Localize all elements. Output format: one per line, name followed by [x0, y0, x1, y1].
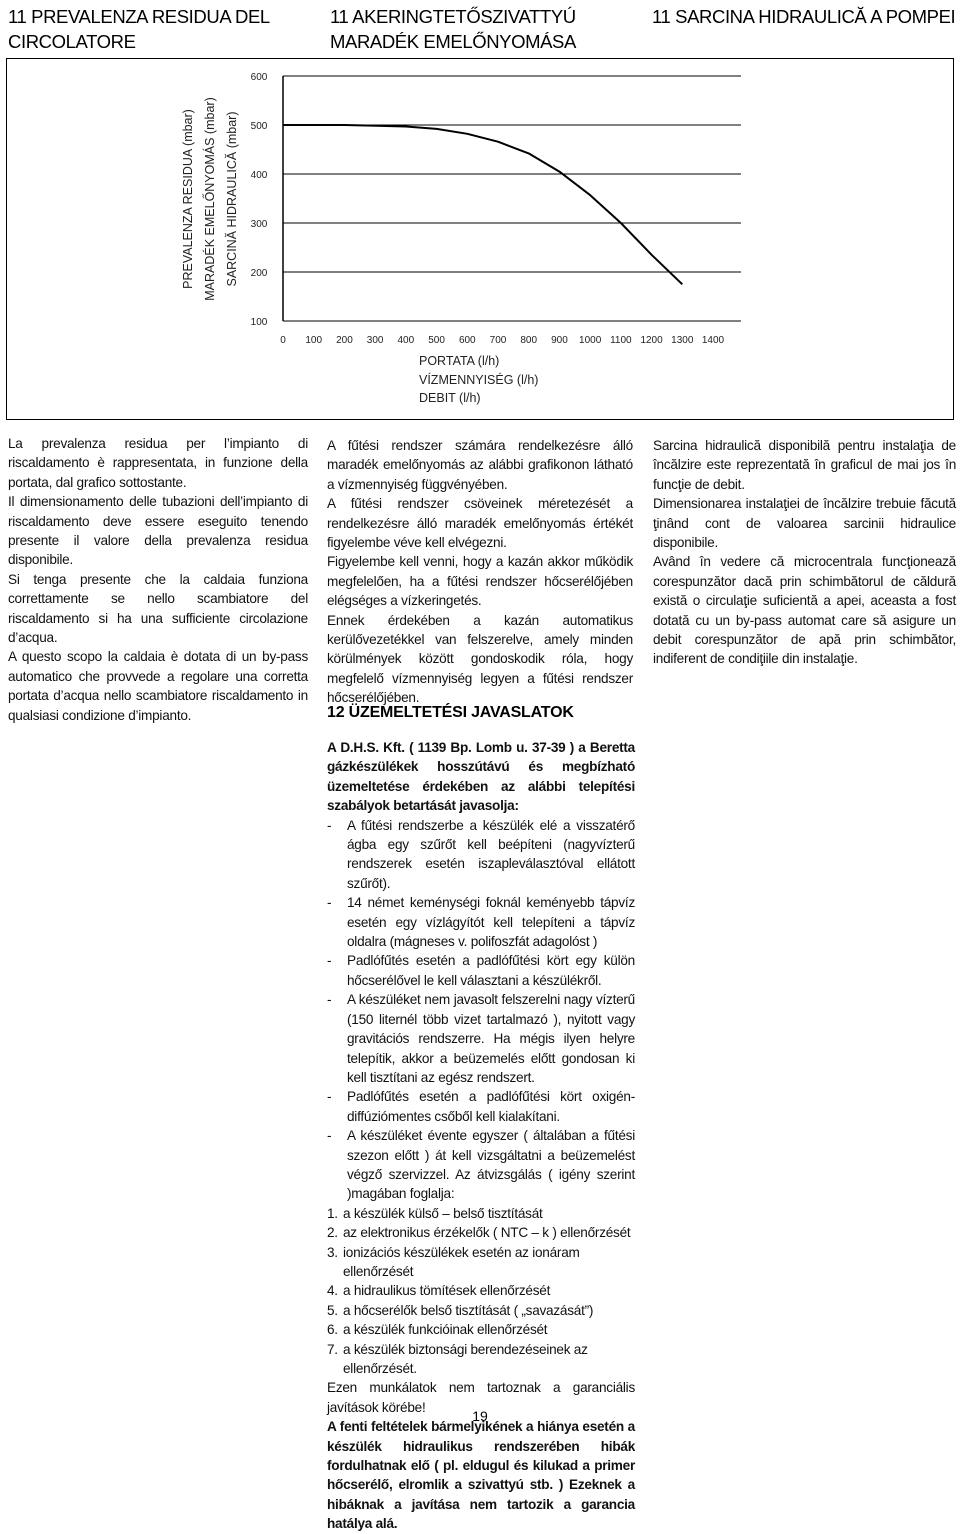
x-tick-label: 1000: [579, 335, 602, 346]
hu-paragraph: Figyelembe kell venni, hogy a kazán akkor működik megfelelően, ha a fűtési rendszer hőcserélőjében elégséges a vízkeringetés.: [327, 554, 633, 609]
numbered-item: [327, 1243, 635, 1282]
y-tick-label: 300: [250, 219, 268, 230]
y-axis-label: MARADÉK EMELŐNYOMÁS (mbar): [203, 97, 217, 301]
ro-paragraph: Având în vedere că microcentrala funcţionează corespunzător dacă prin schimbătorul de căldură există o circulaţie suficientă a apei, aceasta a fost dotată cu un by-pass automat care să asigure un debit corespunzător de apă prin schimbător, indiferent de condiţiile din instalaţie.: [653, 554, 956, 667]
x-tick-label: 1100: [610, 335, 632, 346]
numbered-item: [327, 1320, 635, 1339]
pump-head-chart: [7, 59, 953, 419]
item-text: a hidraulikus tömítések ellenőrzését: [343, 1283, 551, 1299]
x-tick-label: 1300: [671, 335, 694, 346]
page-number: 19: [472, 1408, 488, 1424]
item-number: 3.: [327, 1244, 338, 1260]
numbered-item: [327, 1301, 635, 1320]
list-dash: -: [327, 992, 332, 1008]
ro-paragraph: Sarcina hidraulică disponibilă pentru instalaţia de încălzire este reprezentată în graficul de mai jos în funcţie de debit.: [653, 438, 956, 492]
x-axis-label: DEBIT (l/h): [419, 391, 481, 405]
x-tick-label: 200: [336, 335, 353, 346]
list-item: [327, 1087, 635, 1126]
x-tick-label: 900: [551, 335, 568, 346]
y-tick-label: 400: [250, 170, 268, 181]
header-italian: 11 PREVALENZA RESIDUA DEL CIRCOLATORE: [8, 6, 270, 52]
maintenance-intro: A D.H.S. Kft. ( 1139 Bp. Lomb u. 37-39 ) a Beretta gázkészülékek hosszútávú és megbízható üzemeltetése érdekében az alábbi telepítési szabályok betartását javasolja:: [327, 740, 635, 814]
item-text: az elektronikus érzékelők ( NTC – k ) ellenőrzését: [343, 1225, 631, 1241]
item-number: 5.: [327, 1302, 338, 1318]
list-dash: -: [327, 1089, 332, 1105]
hu-paragraph: A fűtési rendszer csöveinek méretezését a rendelkezésre álló maradék emelőnyomás értékét figyelembe véve kell elvégezni.: [327, 496, 633, 551]
list-dash: -: [327, 895, 332, 911]
y-axis-label: SARCINĂ HIDRAULICĂ (mbar): [225, 111, 239, 287]
numbered-item: [327, 1281, 635, 1300]
hu-paragraph: A fűtési rendszer számára rendelkezésre álló maradék emelőnyomás az alábbi grafikonon látható a vízmennyiség függvényében.: [327, 438, 633, 492]
warranty-warning: A fenti feltételek bármelyikének a hiánya esetén a készülék hidraulikus rendszerében hibák fordulhatnak elő ( pl. eldugul és kilukad a primer hőcserélő, elromlik a szivattyú stb. ) Ezeknek a hibáknak a javítása nem tartozik a garancia hatálya alá.: [327, 1419, 635, 1532]
x-tick-label: 300: [366, 335, 384, 346]
x-tick-label: 500: [428, 335, 445, 346]
ro-paragraph: Dimensionarea instalaţiei de încălzire trebuie făcută ţinând cont de valoarea sarcinii hidraulice disponibile.: [653, 496, 956, 551]
numbered-item: [327, 1223, 635, 1242]
x-tick-label: 1200: [640, 335, 663, 346]
item-text: a készülék külső – belső tisztítását: [343, 1205, 543, 1221]
y-tick-label: 600: [250, 72, 268, 83]
header-romanian: 11 SARCINA HIDRAULICĂ A POMPEI: [652, 6, 956, 27]
numbered-item: [327, 1340, 635, 1379]
list-item: [327, 893, 635, 951]
it-paragraph: Il dimensionamento delle tubazioni dell’impianto di riscaldamento deve essere eseguito tenendo presente il valore della prevalenza residua disponibile.: [8, 494, 308, 568]
x-tick-label: 400: [397, 335, 415, 346]
pump-head-curve: [283, 125, 682, 284]
x-tick-label: 600: [458, 335, 476, 346]
item-number: 4.: [327, 1283, 338, 1299]
it-paragraph: Si tenga presente che la caldaia funziona correttamente se nello scambiatore del riscaldamento si ha una sufficiente circolazione d’acqua.: [8, 571, 308, 646]
x-tick-label: 100: [305, 335, 323, 346]
x-axis-label: VÍZMENNYISÉG (l/h): [419, 373, 539, 387]
numbered-item: [327, 1204, 635, 1223]
list-item-text: Padlófűtés esetén a padlófűtési kört oxigén-diffúziómentes csőből kell kialakítani.: [347, 1089, 635, 1124]
list-item-text: A fűtési rendszerbe a készülék elé a visszatérő ágba egy szűrőt kell beépíteni (nagyvízterű rendszerek esetén iszapleválasztóval ellátott szűrőt).: [347, 817, 635, 891]
list-item: [327, 816, 635, 894]
list-item: [327, 1126, 635, 1204]
x-tick-label: 700: [489, 335, 507, 346]
y-tick-label: 200: [250, 268, 268, 279]
italian-text-column: [8, 434, 308, 725]
list-dash: -: [327, 1128, 332, 1144]
y-tick-label: 500: [250, 121, 268, 132]
list-dash: -: [327, 953, 332, 969]
item-number: 2.: [327, 1225, 338, 1241]
list-item: [327, 951, 635, 990]
header-hungarian: 11 AKERINGTETŐSZIVATTYÚ MARADÉK EMELŐNYOMÁSA: [330, 6, 576, 52]
list-dash: -: [327, 817, 332, 833]
item-text: a hőcserélők belső tisztítását ( „savazását”): [343, 1302, 594, 1318]
y-axis-label: PREVALENZA RESIDUA (mbar): [181, 109, 195, 289]
x-tick-label: 1400: [701, 335, 725, 346]
list-item: [327, 990, 635, 1087]
list-item-text: Padlófűtés esetén a padlófűtési kört egy külön hőcserélővel le kell választani a készülékről.: [347, 953, 635, 988]
item-number: 6.: [327, 1322, 338, 1338]
item-number: 7.: [327, 1341, 338, 1357]
x-tick-label: 0: [280, 335, 286, 346]
item-text: ionizációs készülékek esetén az ionáram ellenőrzését: [343, 1244, 580, 1279]
hungarian-text-column: [327, 436, 633, 708]
pump-head-chart-panel: [6, 58, 954, 420]
item-text: a készülék funkcióinak ellenőrzését: [343, 1322, 548, 1338]
x-axis-label: PORTATA (l/h): [419, 354, 500, 368]
y-tick-label: 100: [250, 317, 268, 328]
list-item-text: A készüléket nem javasolt felszerelni nagy vízterű (150 liternél több vizet tartalmazó ), nyitott vagy gravitációs rendszerre. Ha mégis ilyen helyre telepítik, akkor a beüzemelés előtt gondosan ki kell tisztítani az egész rendszert.: [347, 992, 635, 1085]
list-item-text: A készüléket évente egyszer ( általában a fűtési szezon előtt ) át kell vizsgáltatni a beüzemelést végző szervizzel. Az átvizsgálás ( igény szerint )magában foglalja:: [347, 1128, 635, 1202]
it-paragraph: La prevalenza residua per l’impianto di riscaldamento è rappresentata, in funzione della portata, dal grafico sottostante.: [8, 436, 308, 490]
item-text: a készülék biztonsági berendezéseinek az ellenőrzését.: [343, 1341, 588, 1376]
x-tick-label: 800: [520, 335, 538, 346]
section-12-title: 12 ÜZEMELTETÉSI JAVASLATOK: [327, 704, 574, 721]
warranty-note: Ezen munkálatok nem tartoznak a garanciális javítások körébe!: [327, 1380, 635, 1415]
item-number: 1.: [327, 1205, 338, 1221]
list-item-text: 14 német keménységi foknál keményebb tápvíz esetén egy vízlágyítót kell telepíteni a tápvíz oldalra (mágneses v. polifoszfát adagolóst ): [347, 895, 635, 950]
hu-paragraph: Ennek érdekében a kazán automatikus kerülővezetékkel van felszerelve, amely minden körülmények között gondoskodik róla, hogy megfelelő vízmennyiség legyen a fűtési rendszer hőcserélőjében.: [327, 612, 633, 706]
romanian-text-column: [653, 436, 956, 669]
it-paragraph: A questo scopo la caldaia è dotata di un by-pass automatico che provvede a regolare una corretta portata d’acqua nello scambiatore riscaldamento in qualsiasi condizione d’impianto.: [8, 649, 308, 723]
